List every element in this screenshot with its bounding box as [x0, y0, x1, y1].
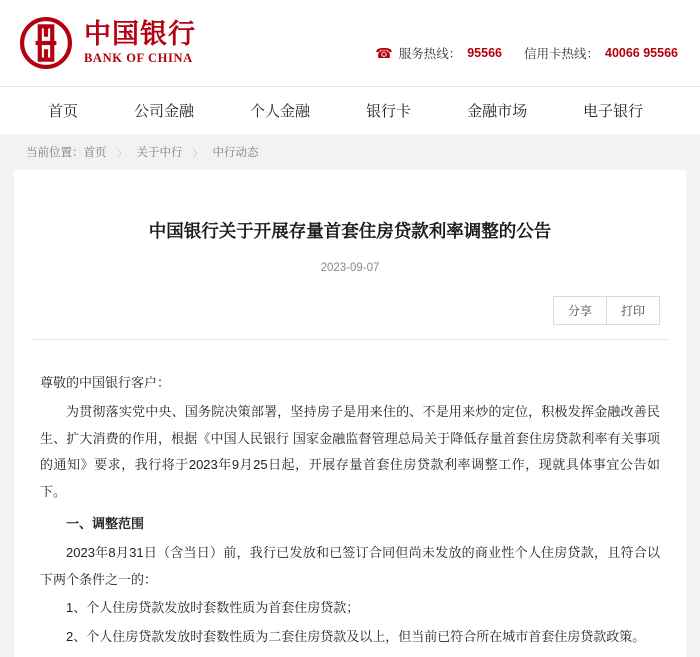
print-button[interactable]: 打印 — [606, 296, 660, 325]
nav-item-home[interactable]: 首页 — [48, 103, 79, 120]
service-hotline-label: 服务热线： — [398, 47, 462, 61]
share-button[interactable]: 分享 — [553, 296, 607, 325]
article-paragraph-salutation: 尊敬的中国银行客户： — [40, 375, 171, 391]
breadcrumb — [0, 134, 700, 170]
breadcrumb-item-home[interactable]: 首页 — [83, 147, 107, 159]
article-paragraph-scope: 2023年8月31日（含当日）前，我行已发放和已签订合同但尚未发放的商业性个人住房贷款，且符合以下两个条件之一的： — [40, 545, 660, 587]
breadcrumb-separator-2: 〉 — [192, 148, 203, 160]
header-right-edge — [692, 0, 700, 86]
site-header — [0, 0, 700, 86]
hotline-block — [375, 44, 678, 62]
breadcrumb-separator-1: 〉 — [116, 148, 127, 160]
nav-item-personal-banking[interactable]: 个人金融 — [250, 103, 311, 120]
phone-icon: ☎ — [375, 44, 393, 61]
creditcard-hotline-number: 40066 95566 — [605, 46, 678, 60]
publish-date: 2023-09-07 — [320, 262, 380, 275]
breadcrumb-item-news[interactable]: 中行动态 — [212, 147, 259, 159]
creditcard-hotline-label: 信用卡热线： — [523, 47, 599, 61]
article-paragraph-intro: 为贯彻落实党中央、国务院决策部署，坚持房子是用来住的、不是用来炒的定位，积极发挥金融改善民生、扩大消费的作用，根据《中国人民银行 国家金融监督管理总局关于降低存量首套住房贷款利率有关事项的通知》要求，我行将于2023年9月25日起，开展存量首套住房贷款利率调整工作，现就具体事宜公告如下。 — [40, 403, 660, 499]
brand-name-en: BANK OF CHINA — [84, 51, 193, 66]
breadcrumb-prefix: 当前位置： — [26, 147, 84, 159]
nav-item-financial-market[interactable]: 金融市场 — [467, 103, 528, 120]
article-section-heading-scope: 一、调整范围 — [66, 516, 145, 532]
article-tools — [14, 274, 686, 325]
breadcrumb-item-about[interactable]: 关于中行 — [136, 147, 183, 159]
brand-name-cn: 中国银行 — [84, 18, 196, 50]
article-paragraph-condition-2: 2、个人住房贷款发放时套数性质为二套住房贷款及以上，但当前已符合所在城市首套住房贷款政策。 — [66, 629, 646, 645]
brand-logo-block[interactable] — [20, 17, 196, 69]
bank-of-china-logo-icon — [20, 17, 72, 69]
article-paragraph-condition-1: 1、个人住房贷款发放时套数性质为首套住房贷款； — [66, 600, 360, 616]
nav-item-e-banking[interactable]: 电子银行 — [583, 103, 644, 120]
article-card — [14, 170, 686, 657]
nav-item-bank-card[interactable]: 银行卡 — [366, 103, 412, 120]
service-hotline-number: 95566 — [467, 46, 502, 60]
article-body — [14, 340, 686, 650]
main-navigation — [0, 86, 700, 134]
nav-item-corporate-banking[interactable]: 公司金融 — [134, 103, 195, 120]
page-title: 中国银行关于开展存量首套住房贷款利率调整的公告 — [148, 221, 552, 241]
